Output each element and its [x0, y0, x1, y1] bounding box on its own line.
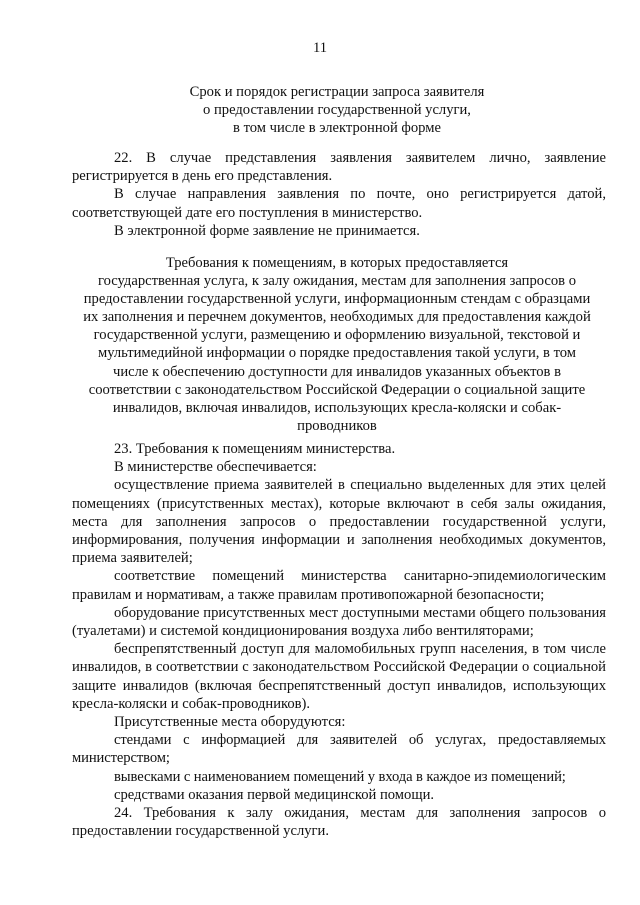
- heading-line: инвалидов, включая инвалидов, использующих кресла-коляски и собак-: [112, 399, 562, 416]
- paragraph: вывесками с наименованием помещений у входа в каждое из помещений;: [114, 768, 566, 785]
- paragraph: 24. Требования к залу ожидания, местам для заполнения запросов о предоставлении государственной услуги.: [72, 805, 606, 840]
- paragraph: 23. Требования к помещениям министерства.: [114, 441, 396, 457]
- paragraph: осуществление приема заявителей в специально выделенных для этих целей помещениях (присутственных местах), которые включают в себя залы ожидания, места для заполнения запросов о предоставлении государственной услуги, информирования, получения информации и заполнения необходимых документов, приема заявителей;: [72, 477, 606, 567]
- heading-line: о предоставлении государственной услуги,: [203, 102, 471, 119]
- paragraph: 22. В случае представления заявления заявителем лично, заявление регистрируется в день его представления.: [72, 150, 606, 185]
- section-body-premises: [72, 440, 606, 840]
- section-heading-registration: [80, 83, 594, 138]
- paragraph: В министерстве обеспечивается:: [114, 459, 317, 476]
- paragraph: В случае направления заявления по почте, оно регистрируется датой, соответствующей дате его поступления в министерство.: [72, 186, 606, 221]
- heading-line: государственной услуги, размещению и оформлению визуальной, текстовой и: [93, 327, 581, 344]
- heading-line: соответствии с законодательством Российской Федерации о социальной защите: [88, 381, 586, 398]
- paragraph: соответствие помещений министерства санитарно-эпидемиологическим правилам и нормативам, а также правилам противопожарной безопасности;: [72, 568, 606, 603]
- paragraph: средствами оказания первой медицинской помощи.: [114, 786, 435, 803]
- heading-line: числе к обеспечению доступности для инвалидов указанных объектов в: [113, 363, 561, 380]
- heading-line: их заполнения и перечнем документов, необходимых для предоставления каждой: [83, 309, 591, 326]
- heading-line: Срок и порядок регистрации запроса заявителя: [189, 84, 485, 100]
- heading-line: Требования к помещениям, в которых предоставляется: [165, 255, 509, 271]
- paragraph: В электронной форме заявление не принимается.: [114, 222, 420, 239]
- paragraph: Присутственные места оборудуются:: [114, 714, 346, 731]
- section-heading-premises: [80, 254, 594, 435]
- paragraph: беспрепятственный доступ для маломобильных групп населения, в том числе инвалидов, в соответствии с законодательством Российской Федерации о социальной защите инвалидов (включая беспрепятственный доступ инвалидов, использующих кресла-коляски и собак-проводников).: [72, 641, 606, 712]
- heading-line: предоставлении государственной услуги, информационным стендам с образцами: [83, 291, 591, 308]
- page-number: 11: [312, 40, 328, 56]
- paragraph: оборудование присутственных мест доступными местами общего пользования (туалетами) и системой кондиционирования воздуха либо вентиляторами;: [72, 604, 606, 640]
- heading-line: государственная услуга, к залу ожидания, местам для заполнения запросов о: [97, 273, 577, 290]
- heading-line: в том числе в электронной форме: [233, 120, 441, 137]
- paragraph: стендами с информацией для заявителей об услугах, предоставляемых министерством;: [72, 732, 606, 767]
- heading-line: мультимедийной информации о порядке предоставления такой услуги, в том: [97, 345, 577, 362]
- heading-line: проводников: [297, 417, 377, 434]
- section-body-registration: [72, 149, 606, 240]
